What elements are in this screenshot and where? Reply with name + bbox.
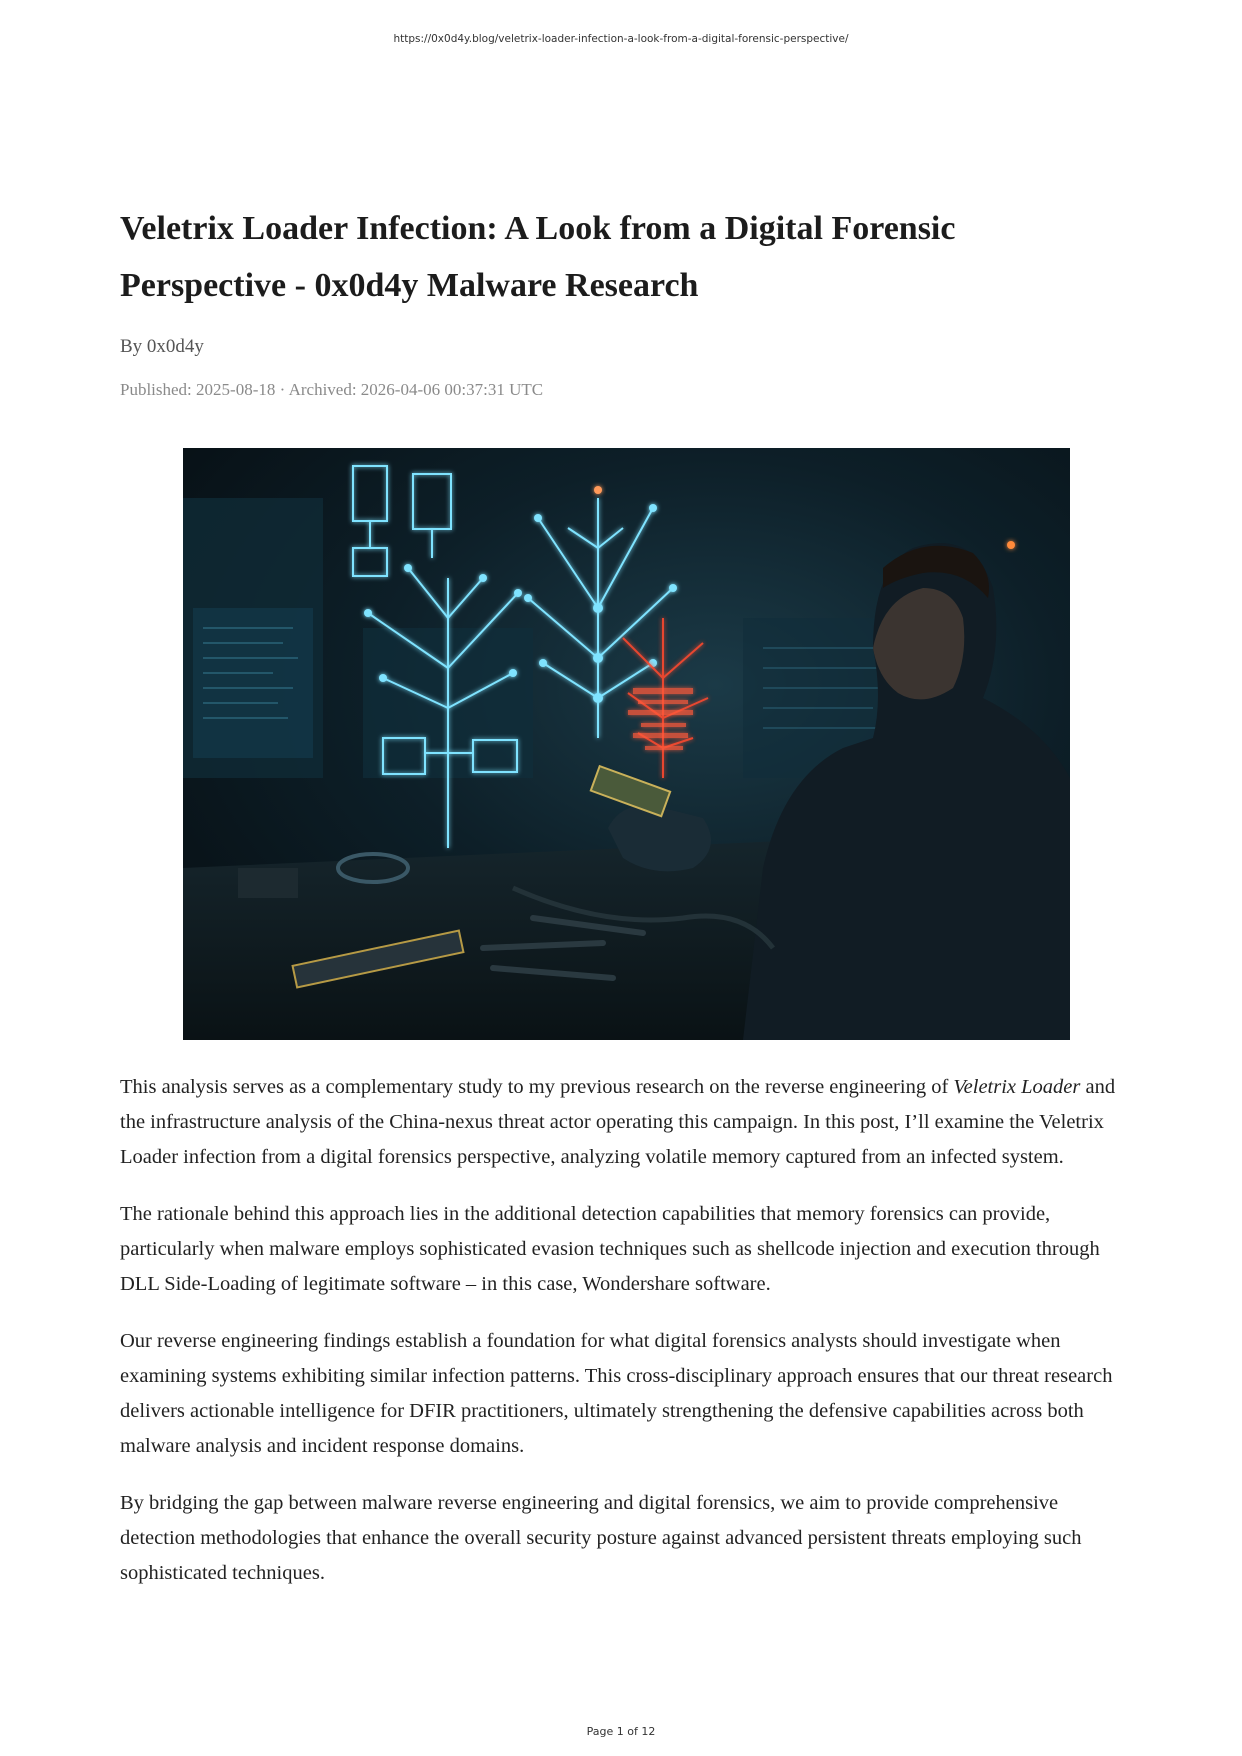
paragraph-1-part-b: and the infrastructure analysis of the China-nexus threat actor operating this campaign. In this post, I’ll examine the Veletrix Loader infection from a digital forensics perspective, analyzing volatile memory captured from an infected system. [120, 1076, 1116, 1168]
author-byline: By 0x0d4y [120, 336, 204, 357]
paragraph-2: The rationale behind this approach lies in the additional detection capabilities that memory forensics can provide, particularly when malware employs sophisticated evasion techniques such as shellcode injection and execution through DLL Side-Loading of legitimate software – in this case, Wondershare software. [120, 1203, 1100, 1295]
page-number: Page 1 of 12 [586, 1725, 656, 1738]
paragraph-1 [120, 1070, 1135, 1175]
article-title-line-1: Veletrix Loader Infection: A Look from a Digital Forensic [120, 210, 956, 247]
page-url: https://0x0d4y.blog/veletrix-loader-infection-a-look-from-a-digital-forensic-perspective/ [393, 33, 849, 45]
article-header [120, 200, 1130, 400]
forensic-analyst-illustration [183, 448, 1070, 1040]
article-title [120, 200, 1130, 314]
article-body [120, 1070, 1135, 1613]
paragraph-3: Our reverse engineering findings establish a foundation for what digital forensics analysts should investigate when examining systems exhibiting similar infection patterns. This cross-disciplinary approach ensures that our threat research delivers actionable intelligence for DFIR practitioners, ultimately strengthening the defensive capabilities across both malware analysis and incident response domains. [120, 1330, 1113, 1457]
article-title-line-2: Perspective - 0x0d4y Malware Research [120, 267, 699, 304]
paragraph-4: By bridging the gap between malware reverse engineering and digital forensics, we aim to provide comprehensive detection methodologies that enhance the overall security posture against advanced persistent threats employing such sophisticated techniques. [120, 1492, 1082, 1584]
paragraph-1-part-a: This analysis serves as a complementary study to my previous research on the reverse engineering of [120, 1076, 954, 1098]
paragraph-1-emphasis: Veletrix Loader [953, 1076, 1081, 1098]
hero-image [183, 448, 1070, 1040]
publish-meta: Published: 2025-08-18 · Archived: 2026-04-06 00:37:31 UTC [120, 380, 544, 399]
